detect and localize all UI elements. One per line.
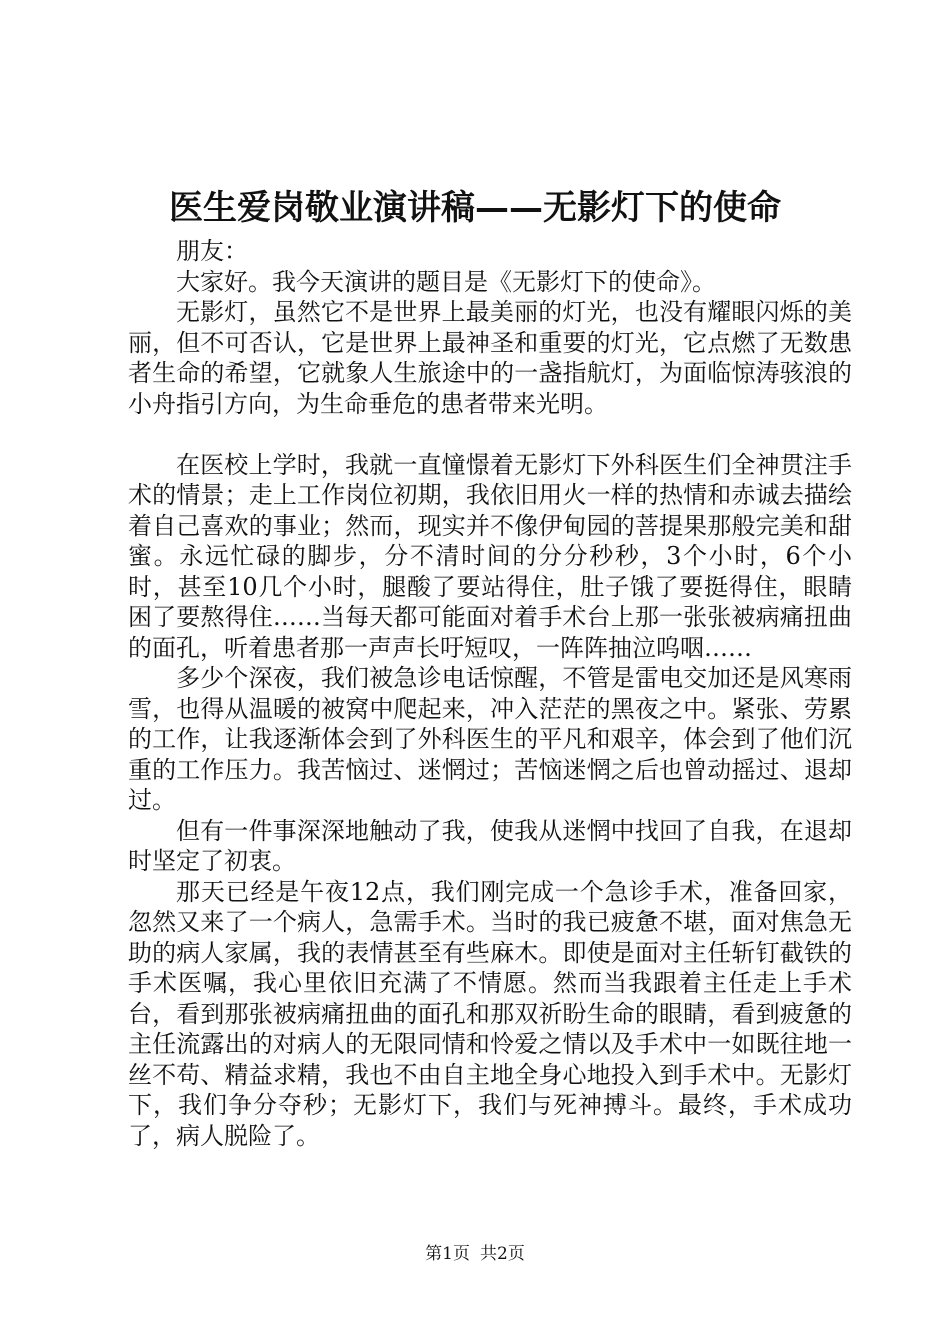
greeting-paragraph: 朋友： [176,237,248,265]
body-paragraph: 多少个深夜，我们被急诊电话惊醒，不管是雷电交加还是风寒雨雪，也得从温暖的被窝中爬起来，冲入茫茫的黑夜之中。紧张、劳累的工作，让我逐渐体会到了外科医生的平凡和艰辛，体会到了他们沉重的工作压力。我苦恼过、迷惘过；苦恼迷惘之后也曾动摇过、退却过。 [128,664,852,814]
document-body [128,236,852,1151]
page-number: 第1页 [425,1244,470,1264]
body-paragraph: 那天已经是午夜12点，我们刚完成一个急诊手术，准备回家，忽然又来了一个病人，急需手术。当时的我已疲惫不堪，面对焦急无助的病人家属，我的表情甚至有些麻木。即使是面对主任斩钉截铁的手术医嘱，我心里依旧充满了不情愿。然而当我跟着主任走上手术台，看到那张被病痛扭曲的面孔和那双祈盼生命的眼睛，看到疲惫的主任流露出的对病人的无限同情和怜爱之情以及手术中一如既往地一丝不苟、精益求精，我也不由自主地全身心地投入到手术中。无影灯下，我们争分夺秒；无影灯下，我们与死神搏斗。最终，手术成功了，病人脱险了。 [128,877,852,1150]
body-paragraph: 在医校上学时，我就一直憧憬着无影灯下外科医生们全神贯注手术的情景；走上工作岗位初期，我依旧用火一样的热情和赤诚去描绘着自己喜欢的事业；然而，现实并不像伊甸园的菩提果那般完美和甜蜜。永远忙碌的脚步，分不清时间的分分秒秒，3个小时，6个小时，甚至10几个小时，腿酸了要站得住，肚子饿了要挺得住，眼睛困了要熬得住……当每天都可能面对着手术台上那一张张被病痛扭曲的面孔，听着患者那一声声长吁短叹，一阵阵抽泣呜咽…… [128,450,852,662]
intro-paragraph: 大家好。我今天演讲的题目是《无影灯下的使命》。 [176,267,716,296]
body-paragraph: 但有一件事深深地触动了我，使我从迷惘中找回了自我，在退却时坚定了初衷。 [128,816,852,875]
body-paragraph: 无影灯，虽然它不是世界上最美丽的灯光，也没有耀眼闪烁的美丽，但不可否认，它是世界上最神圣和重要的灯光，它点燃了无数患者生命的希望，它就象人生旅途中的一盏指航灯，为面临惊涛骇浪的小舟指引方向，为生命垂危的患者带来光明。 [128,298,852,418]
document-title: 医生爱岗敬业演讲稿——无影灯下的使命 [169,188,781,228]
page-count: 共2页 [480,1244,525,1264]
page-footer [0,1242,950,1266]
